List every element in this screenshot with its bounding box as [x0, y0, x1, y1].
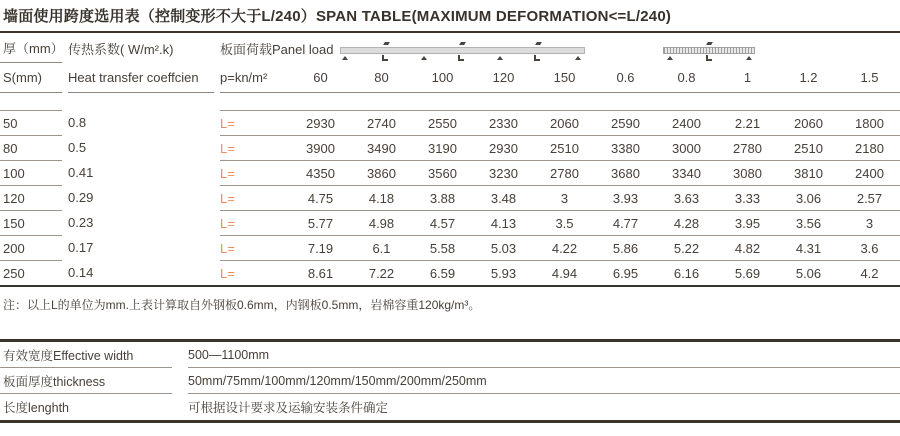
spec-table — [0, 339, 900, 423]
span-value-cell: 2590 — [611, 115, 640, 131]
span-value-cell: 5.86 — [612, 240, 639, 256]
table-row — [0, 235, 900, 260]
table-row — [0, 110, 900, 135]
load-header-cell: 120 — [492, 70, 515, 85]
span-value-cell: 4.57 — [429, 215, 456, 231]
span-value-cell: 2.21 — [734, 115, 761, 131]
coeff-value: 0.8 — [68, 115, 87, 130]
span-value-cell: 1800 — [855, 115, 884, 131]
span-value-cell: 2780 — [550, 165, 579, 181]
support-icon — [667, 56, 673, 60]
span-value-cell: 3.93 — [612, 190, 639, 206]
support-icon — [575, 56, 581, 60]
span-value-cell: 8.61 — [307, 265, 334, 281]
multi-span-panel-diagram-icon — [340, 42, 585, 64]
span-table-header — [0, 33, 900, 93]
span-value-cell: 3680 — [611, 165, 640, 181]
l-equals-label: L= — [220, 215, 235, 231]
span-value-cell: 4.28 — [673, 215, 700, 231]
load-header-cell: 0.8 — [677, 70, 696, 85]
panel-thickness-value: 50mm/75mm/100mm/120mm/150mm/200mm/250mm — [188, 368, 900, 394]
table-row — [0, 260, 900, 285]
span-value-cell: 4.75 — [307, 190, 334, 206]
coeff-value: 0.5 — [68, 140, 87, 155]
support-icon — [497, 56, 503, 60]
span-value-cell: 2510 — [550, 140, 579, 156]
span-value-cell: 2060 — [550, 115, 579, 131]
panel-bar-icon — [340, 47, 585, 54]
span-value-cell: 3080 — [733, 165, 762, 181]
span-value-cell: 7.19 — [307, 240, 334, 256]
fastener-icon — [383, 42, 390, 45]
load-header-cell: 1.5 — [860, 70, 879, 85]
span-value-cell: 4.2 — [860, 265, 879, 281]
span-value-cell: 3000 — [672, 140, 701, 156]
support-icon — [342, 56, 348, 60]
load-header-cell: 60 — [313, 70, 328, 85]
thickness-value: 150 — [0, 210, 62, 235]
thickness-header-line2: S(mm) — [0, 63, 62, 93]
span-value-cell: 3.48 — [490, 190, 517, 206]
thickness-value: 200 — [0, 235, 62, 260]
table-row — [0, 160, 900, 185]
span-value-cell: 3560 — [428, 165, 457, 181]
span-value-cell: 2060 — [794, 115, 823, 131]
load-header-cell: 1.2 — [799, 70, 818, 85]
span-value-cell: 3900 — [306, 140, 335, 156]
span-value-cell: 3340 — [672, 165, 701, 181]
header-body-gap — [0, 93, 900, 110]
coeff-value: 0.23 — [68, 215, 94, 230]
panel-thickness-label: 板面厚度thickness — [0, 368, 172, 394]
span-value-cell: 5.77 — [307, 215, 334, 231]
l-equals-label: L= — [220, 190, 235, 206]
span-value-cell: 4350 — [306, 165, 335, 181]
span-value-cell: 3380 — [611, 140, 640, 156]
span-value-cell: 4.13 — [490, 215, 517, 231]
effective-width-label: 有效宽度Effective width — [0, 342, 172, 368]
fastener-icon — [706, 42, 713, 45]
span-value-cell: 2330 — [489, 115, 518, 131]
span-value-cell: 3230 — [489, 165, 518, 181]
span-value-cell: 3 — [865, 215, 874, 231]
span-value-cell: 3.56 — [795, 215, 822, 231]
thickness-value: 80 — [0, 135, 62, 160]
coeff-value: 0.29 — [68, 190, 94, 205]
span-value-cell: 3.88 — [429, 190, 456, 206]
span-value-cell: 6.59 — [429, 265, 456, 281]
span-value-cell: 5.22 — [673, 240, 700, 256]
span-value-cell: 4.82 — [734, 240, 761, 256]
l-equals-label: L= — [220, 240, 235, 256]
span-value-cell: 4.98 — [368, 215, 395, 231]
coeff-header-line1: 传热系数( W/m².k) — [68, 41, 174, 57]
fastener-icon — [459, 42, 466, 45]
thickness-value: 250 — [0, 260, 62, 285]
span-value-cell: 3.06 — [795, 190, 822, 206]
panel-bar-hatched-icon — [663, 47, 755, 54]
span-value-cell: 5.06 — [795, 265, 822, 281]
spec-row — [0, 342, 900, 368]
span-value-cell: 6.16 — [673, 265, 700, 281]
page-title: 墙面使用跨度选用表（控制变形不大于L/240）SPAN TABLE(MAXIMUM DEFORMATION<=L/240) — [0, 0, 900, 33]
load-header-cell: 150 — [553, 70, 576, 85]
footnote: 注：以上L的单位为mm.上表计算取自外钢板0.6mm，内钢板0.5mm，岩棉容重120kg/m³。 — [3, 298, 481, 312]
coeff-value: 0.17 — [68, 240, 94, 255]
span-value-cell: 4.77 — [612, 215, 639, 231]
span-value-cell: 2180 — [855, 140, 884, 156]
span-value-cell: 5.93 — [490, 265, 517, 281]
thickness-header-line1: 厚（mm） — [0, 33, 62, 63]
span-value-cell: 4.22 — [551, 240, 578, 256]
span-value-cell: 2400 — [672, 115, 701, 131]
load-header-cell: 0.6 — [616, 70, 635, 85]
span-value-cell: 3.5 — [555, 215, 574, 231]
coeff-value: 0.41 — [68, 165, 94, 180]
span-value-cell: 3490 — [367, 140, 396, 156]
bracket-icon — [458, 55, 464, 61]
span-value-cell: 2550 — [428, 115, 457, 131]
single-span-panel-diagram-icon — [663, 42, 755, 64]
thickness-value: 50 — [0, 110, 62, 135]
l-equals-label: L= — [220, 165, 235, 181]
span-value-cell: 4.18 — [368, 190, 395, 206]
span-value-cell: 6.1 — [372, 240, 391, 256]
span-value-cell: 2780 — [733, 140, 762, 156]
span-value-cell: 5.03 — [490, 240, 517, 256]
load-header-cell: 80 — [374, 70, 389, 85]
length-label: 长度lenghth — [3, 401, 70, 415]
l-equals-label: L= — [220, 265, 235, 281]
l-equals-label: L= — [220, 140, 235, 156]
span-value-cell: 3 — [560, 190, 569, 206]
table-row — [0, 135, 900, 160]
span-value-cell: 4.94 — [551, 265, 578, 281]
span-value-cell: 2.57 — [856, 190, 883, 206]
l-equals-label: L= — [220, 115, 235, 131]
span-value-cell: 3190 — [428, 140, 457, 156]
span-value-cell: 2510 — [794, 140, 823, 156]
span-value-cell: 5.69 — [734, 265, 761, 281]
span-value-cell: 3.6 — [860, 240, 879, 256]
span-value-cell: 2930 — [306, 115, 335, 131]
spec-row — [0, 368, 900, 394]
coeff-header-line2: Heat transfer coeffcien — [68, 63, 214, 93]
length-value: 可根据设计要求及运输安装条件确定 — [188, 401, 389, 415]
span-value-cell: 2400 — [855, 165, 884, 181]
span-table-body — [0, 110, 900, 287]
span-value-cell: 2740 — [367, 115, 396, 131]
table-row — [0, 185, 900, 210]
bracket-icon — [382, 55, 388, 61]
span-value-cell: 3810 — [794, 165, 823, 181]
span-value-cell: 5.58 — [429, 240, 456, 256]
span-value-cell: 7.22 — [368, 265, 395, 281]
thickness-value: 100 — [0, 160, 62, 185]
support-icon — [746, 56, 752, 60]
span-value-cell: 2930 — [489, 140, 518, 156]
panel-load-header-line1: 板面荷载Panel load — [220, 41, 334, 57]
spec-row — [0, 394, 900, 420]
support-icon — [421, 56, 427, 60]
panel-load-header-line2: p=kn/m² — [220, 70, 268, 85]
effective-width-value: 500—1100mm — [188, 342, 900, 368]
coeff-value: 0.14 — [68, 265, 94, 280]
span-value-cell: 3.63 — [673, 190, 700, 206]
span-value-cell: 3860 — [367, 165, 396, 181]
thickness-value: 120 — [0, 185, 62, 210]
table-row — [0, 210, 900, 235]
span-value-cell: 3.95 — [734, 215, 761, 231]
load-header-cell: 1 — [743, 70, 752, 85]
bracket-icon — [534, 55, 540, 61]
fastener-icon — [535, 42, 542, 45]
span-value-cell: 6.95 — [612, 265, 639, 281]
span-value-cell: 4.31 — [795, 240, 822, 256]
load-header-cell: 100 — [431, 70, 454, 85]
bracket-icon — [706, 55, 712, 61]
span-value-cell: 3.33 — [734, 190, 761, 206]
